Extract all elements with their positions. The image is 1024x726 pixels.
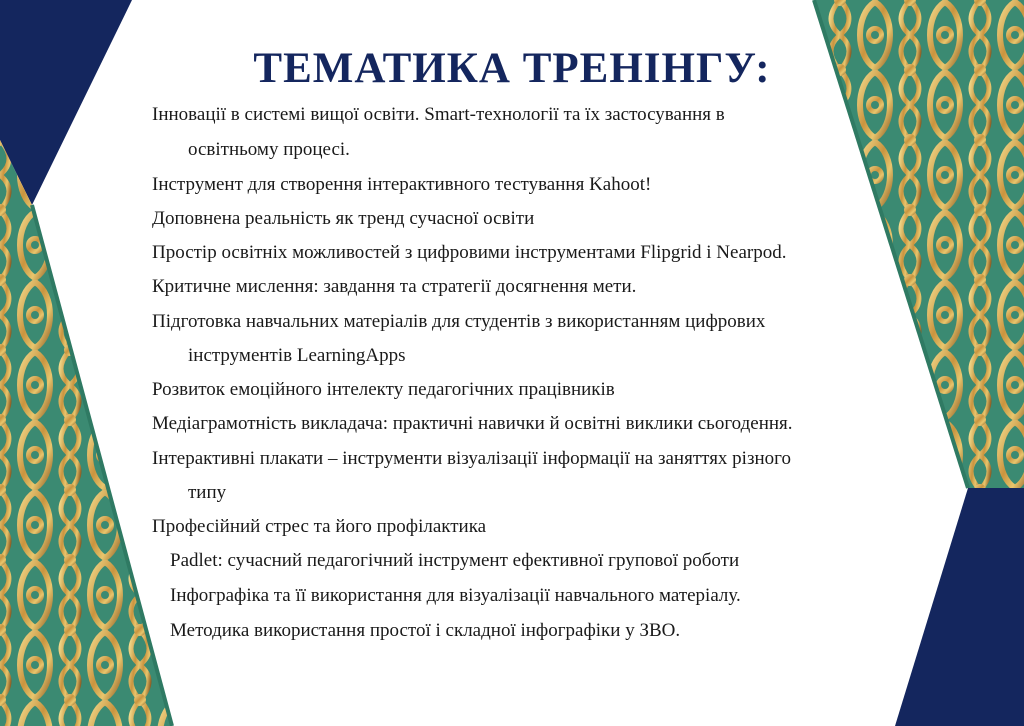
topic-item: Розвиток емоційного інтелекту педагогічних працівників	[152, 379, 615, 400]
topic-item-continuation: інструментів LearningApps	[188, 345, 406, 366]
topic-item: Інфографіка та її використання для візуалізації навчального матеріалу.	[170, 585, 741, 606]
topic-item: Простір освітніх можливостей з цифровими інструментами Flipgrid і Nearpod.	[152, 242, 787, 263]
topic-item: Інтерактивні плакати – інструменти візуалізації інформації на заняттях різного	[152, 448, 791, 469]
page-title: ТЕМАТИКА ТРЕНІНГУ:	[253, 45, 771, 92]
topic-item: Інновації в системі вищої освіти. Smart-технології та їх застосування в	[152, 104, 725, 125]
topic-item: Критичне мислення: завдання та стратегії досягнення мети.	[152, 276, 637, 297]
topic-item: Padlet: сучасний педагогічний інструмент ефективної групової роботи	[170, 550, 740, 571]
topic-item: Інструмент для створення інтерактивного тестування Kahoot!	[152, 174, 652, 195]
topic-item: Медіаграмотність викладача: практичні навички й освітні виклики сьогодення.	[152, 413, 793, 434]
topic-item: Професійний стрес та його профілактика	[152, 516, 487, 537]
topic-item: Методика використання простої і складної інфографіки у ЗВО.	[170, 620, 681, 641]
topic-item: Доповнена реальність як тренд сучасної освіти	[152, 208, 535, 229]
topic-item-continuation: типу	[188, 482, 227, 503]
topic-item: Підготовка навчальних матеріалів для студентів з використанням цифрових	[152, 311, 766, 332]
topic-item-continuation: освітньому процесі.	[188, 139, 350, 160]
